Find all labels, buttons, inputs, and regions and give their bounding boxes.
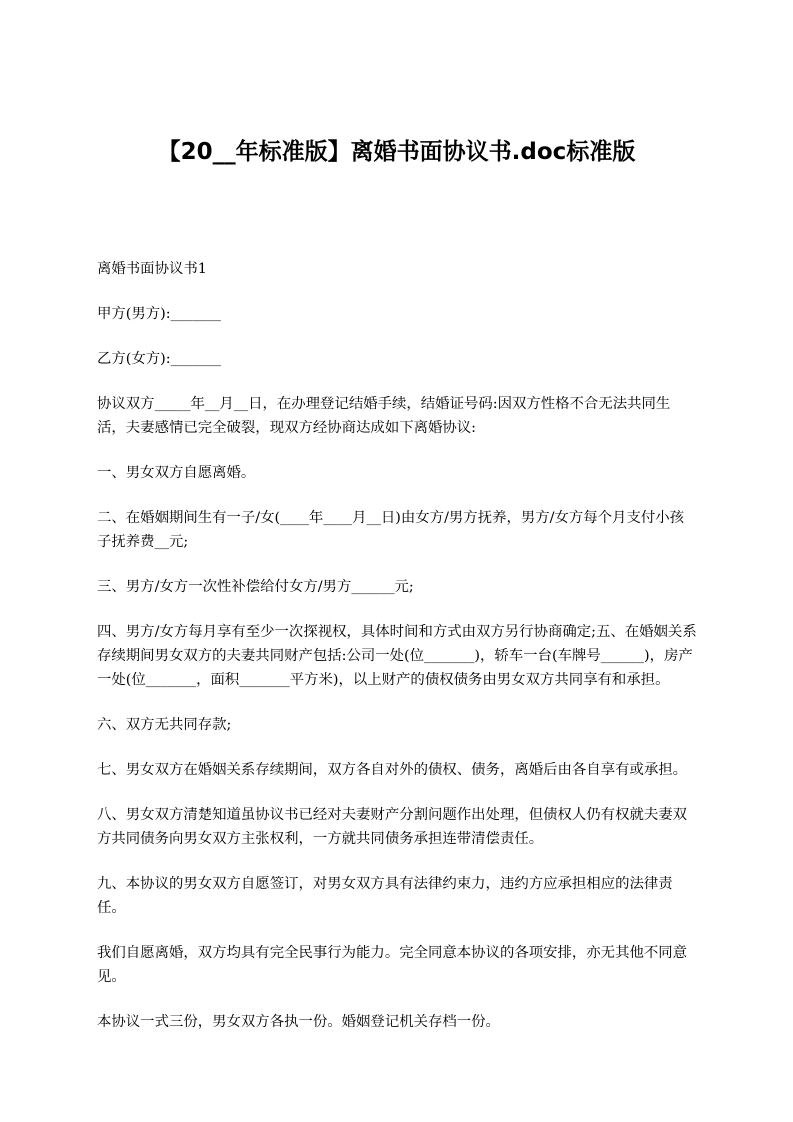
clause-2: 二、在婚姻期间生有一子/女(____年____月__日)由女方/男方抚养，男方/女方每个月支付小孩子抚养费__元; — [97, 510, 685, 550]
clause-8: 八、男女双方清楚知道虽协议书已经对夫妻财产分割问题作出处理，但债权人仍有权就夫妻双方共同债务向男女双方主张权利，一方就共同债务承担连带清偿责任。 — [97, 807, 688, 847]
document-body — [97, 257, 697, 1055]
document-title: 【20__年标准版】离婚书面协议书.doc标准版 — [157, 139, 636, 165]
clause-1: 一、男女双方自愿离婚。 — [97, 465, 256, 481]
clause-4-5: 四、男方/女方每月享有至少一次探视权，具体时间和方式由双方另行协商确定;五、在婚姻关系存续期间男女双方的夫妻共同财产包括:公司一处(位_______)，轿车一台(车牌号______)，房产一处(位_______，面积_______平方米)，以上财产的债权债务由男女双方共同享有和承担。 — [97, 624, 697, 688]
party-a-line: 甲方(男方):_______ — [97, 306, 222, 322]
clause-7: 七、男女双方在婚姻关系存续期间，双方各自对外的债权、债务，离婚后由各自享有或承担。 — [97, 762, 688, 778]
party-b-line: 乙方(女方):_______ — [97, 351, 222, 367]
clause-3: 三、男方/女方一次性补偿给付女方/男方______元; — [97, 579, 414, 595]
clause-6: 六、双方无共同存款; — [97, 717, 232, 733]
copies-statement: 本协议一式三份，男女双方各执一份。婚姻登记机关存档一份。 — [97, 1014, 500, 1030]
clause-9: 九、本协议的男女双方自愿签订，对男女双方具有法律约束力，违约方应承担相应的法律责任。 — [97, 876, 673, 916]
section-heading: 离婚书面协议书1 — [97, 261, 207, 277]
agreement-intro: 协议双方_____年__月__日，在办理登记结婚手续，结婚证号码:因双方性格不合无法共同生活，夫妻感情已完全破裂，现双方经协商达成如下离婚协议: — [97, 396, 671, 436]
voluntary-statement: 我们自愿离婚，双方均具有完全民事行为能力。完全同意本协议的各项安排，亦无其他不同意见。 — [97, 945, 688, 985]
